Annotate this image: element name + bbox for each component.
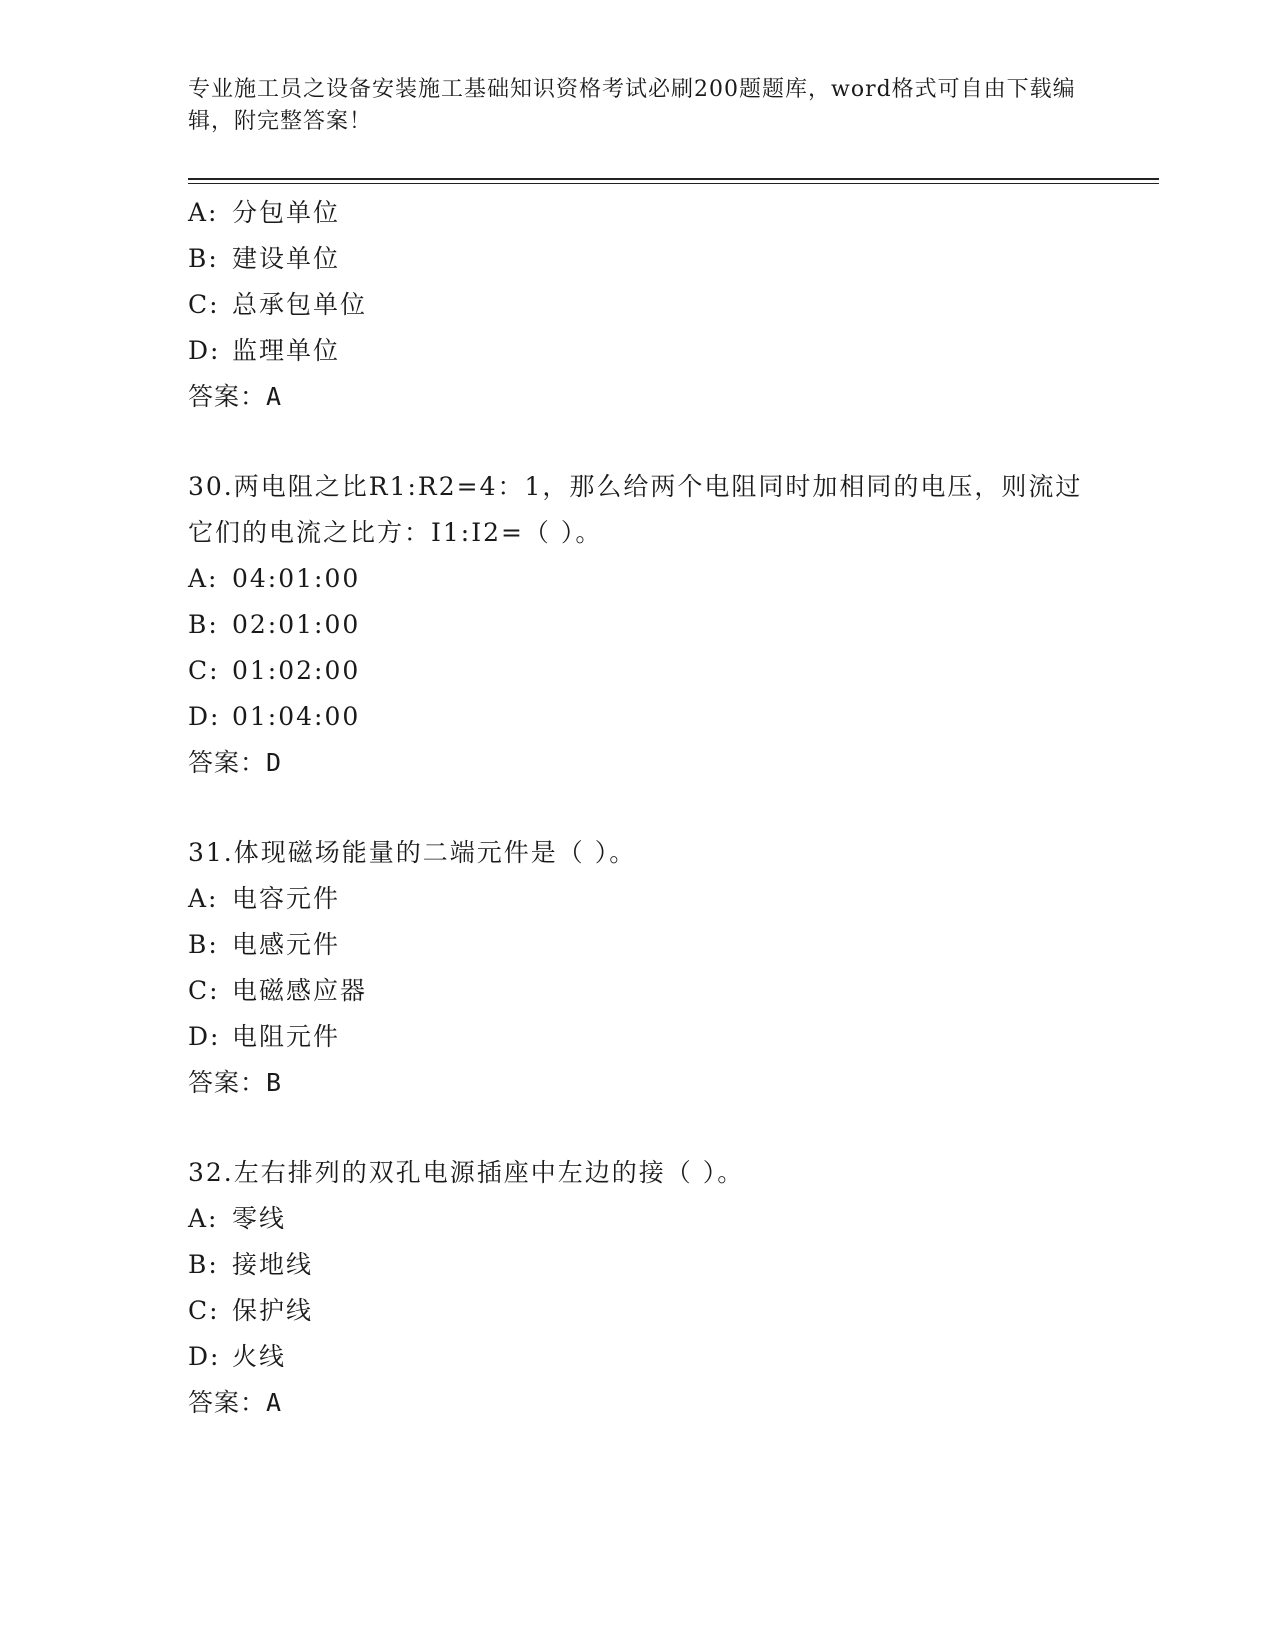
option-text: 接地线: [232, 1250, 314, 1279]
option-letter: D:: [188, 1342, 221, 1371]
question-block-32: [188, 1150, 1088, 1426]
option-text: 总承包单位: [232, 290, 368, 319]
answer-line: [188, 740, 1088, 786]
option-text: 01:02:00: [232, 656, 361, 685]
option-letter: A:: [188, 884, 219, 913]
answer-value: A: [266, 1388, 283, 1417]
option-letter: A:: [188, 1204, 219, 1233]
option-c: [188, 648, 1088, 694]
answer-label: 答案：: [188, 1388, 267, 1417]
option-d: [188, 1334, 1088, 1380]
option-letter: D:: [188, 702, 221, 731]
option-letter: C:: [188, 656, 220, 685]
answer-label: 答案：: [188, 1068, 267, 1097]
option-letter: C:: [188, 1296, 220, 1325]
header-title: 专业施工员之设备安装施工基础知识资格考试必刷200题题库，word格式可自由下载编辑，附完整答案！: [188, 77, 1076, 134]
option-letter: D:: [188, 1022, 221, 1051]
option-letter: B:: [188, 610, 219, 639]
option-text: 建设单位: [232, 244, 341, 273]
option-a: [188, 190, 1088, 236]
option-text: 火线: [232, 1342, 287, 1371]
option-letter: B:: [188, 930, 219, 959]
option-text: 监理单位: [232, 336, 341, 365]
option-letter: D:: [188, 336, 221, 365]
option-text: 分包单位: [232, 198, 341, 227]
option-text: 零线: [232, 1204, 287, 1233]
option-text: 04:01:00: [232, 564, 361, 593]
option-b: [188, 922, 1088, 968]
header-rule-thin: [188, 183, 1159, 184]
option-a: [188, 876, 1088, 922]
option-text: 01:04:00: [232, 702, 361, 731]
option-c: [188, 282, 1088, 328]
question-block-31: [188, 830, 1088, 1106]
answer-line: [188, 374, 1088, 420]
option-a: [188, 556, 1088, 602]
option-text: 保护线: [232, 1296, 314, 1325]
answer-line: [188, 1060, 1088, 1106]
option-d: [188, 328, 1088, 374]
question-stem: 32.左右排列的双孔电源插座中左边的接（ ）。: [188, 1158, 745, 1187]
option-text: 电阻元件: [232, 1022, 341, 1051]
answer-label: 答案：: [188, 748, 267, 777]
option-b: [188, 602, 1088, 648]
option-d: [188, 694, 1088, 740]
option-letter: B:: [188, 244, 219, 273]
question-stem: 31.体现磁场能量的二端元件是（ ）。: [188, 838, 637, 867]
question-block-30: [188, 464, 1088, 786]
spacer: [188, 786, 1088, 830]
spacer: [188, 1106, 1088, 1150]
answer-value: D: [266, 748, 283, 777]
answer-line: [188, 1380, 1088, 1426]
option-text: 电磁感应器: [232, 976, 368, 1005]
option-letter: C:: [188, 290, 220, 319]
option-text: 电容元件: [232, 884, 341, 913]
option-letter: C:: [188, 976, 220, 1005]
answer-label: 答案：: [188, 382, 267, 411]
header-rule-thick: [188, 178, 1159, 180]
question-block-continued: [188, 190, 1088, 420]
option-c: [188, 968, 1088, 1014]
option-c: [188, 1288, 1088, 1334]
spacer: [188, 420, 1088, 464]
document-header: [188, 74, 1088, 138]
question-stem: 30.两电阻之比R1:R2=4：1，那么给两个电阻同时加相同的电压，则流过它们的电流之比方：I1:I2=（ ）。: [188, 472, 1083, 547]
option-b: [188, 236, 1088, 282]
option-letter: B:: [188, 1250, 219, 1279]
option-text: 电感元件: [232, 930, 341, 959]
option-letter: A:: [188, 198, 219, 227]
option-letter: A:: [188, 564, 219, 593]
option-b: [188, 1242, 1088, 1288]
answer-value: B: [266, 1068, 283, 1097]
option-d: [188, 1014, 1088, 1060]
option-a: [188, 1196, 1088, 1242]
answer-value: A: [266, 382, 283, 411]
option-text: 02:01:00: [232, 610, 361, 639]
question-list: [188, 190, 1088, 1426]
